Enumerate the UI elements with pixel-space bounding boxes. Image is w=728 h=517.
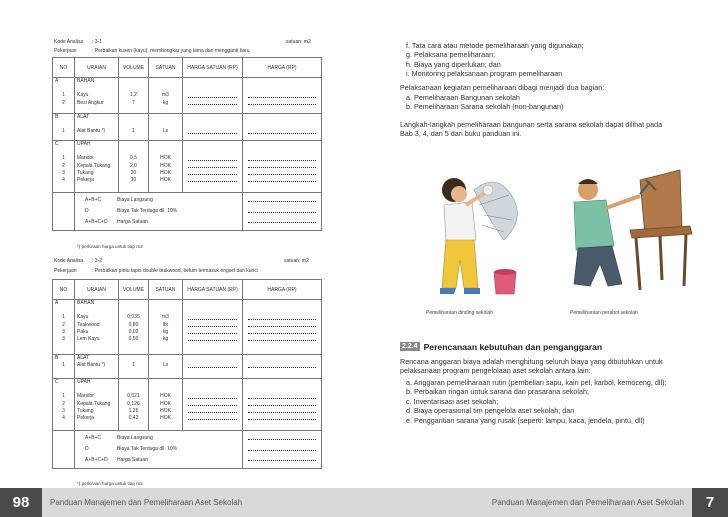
- summary-block: A+B+C Biaya Langsung D Biaya Tak Terduga dll. 10% A+B+C+D Harga Satuan: [53, 193, 322, 231]
- list-a: [406, 93, 716, 112]
- list-b: [406, 378, 716, 425]
- t2-pekerjaan-label: Pekerjaan: [54, 268, 77, 274]
- list-item: f. Tata cara atau metode pemeliharaan yang digunakan;: [406, 41, 584, 50]
- price-blank: [188, 92, 237, 97]
- t2-kode-label: Kode Analisa: [54, 258, 84, 264]
- section-title: Perencanaan kebutuhan dan penganggaran: [423, 341, 603, 352]
- t2-pekerjaan-value: : Perbaikan pintu tapis double teakwood, belum termasuk engsel dan kunci: [92, 268, 258, 274]
- list-item: d. Biaya operasional tim pengelola aset sekolah; dan: [406, 406, 575, 416]
- analysis-table-1: [52, 57, 322, 231]
- list-item: g. Pelaksana pemeliharaan;: [406, 50, 496, 60]
- list-item: c. Inventarisasi aset sekolah;: [406, 396, 499, 406]
- list-item: h. Biaya yang diperlukan; dan: [406, 59, 501, 69]
- list-item: b. Pemeliharaan Sarana sekolah (non-bangunan): [406, 102, 564, 112]
- t2-satuan: satuan: m2: [284, 258, 309, 264]
- paragraph-1: Pelaksanaan kegiatan pemeliharaan dibagi menjadi dua bagian:: [400, 83, 605, 92]
- th-satuan: SATUAN: [149, 58, 183, 78]
- price-blank: [188, 128, 237, 133]
- section-bahan: A 1 2 BAHAN Kayu Besi Angkur 1,2 7 m3 kg: [53, 78, 322, 114]
- price-blank: [248, 100, 316, 105]
- section-letter: A: [55, 78, 59, 84]
- list-item: a. Pemeliharaan Bangunan sekolah: [406, 93, 520, 102]
- right-footer-title: Panduan Manajemen dan Pemeliharaan Aset Sekolah: [491, 498, 684, 507]
- caption-left: Pemeliharaan dinding sekolah: [426, 310, 493, 316]
- section-number: 2.2.4: [402, 343, 418, 350]
- table-header-row: NO URAIAN VOLUME SATUAN HARGA SATUAN (RP) HARGA (RP): [53, 280, 322, 300]
- th-no: NO: [53, 58, 75, 78]
- left-footer: [0, 488, 364, 517]
- th-harga: HARGA (RP): [243, 58, 322, 78]
- price-blank: [188, 100, 237, 105]
- price-blank: [248, 92, 316, 97]
- section-alat: B 1 ALAT Alat Bantu *) 1 Ls: [53, 114, 322, 141]
- right-footer: [364, 488, 728, 517]
- section-title: BAHAN: [77, 78, 95, 84]
- section-heading: [400, 340, 602, 353]
- t2-kode-value: : 3-2: [92, 258, 103, 264]
- section-alat: B 1 ALAT Alat Bantu *) 1 Ls: [53, 355, 322, 379]
- left-footer-title: Panduan Manajemen dan Pemeliharaan Aset Sekolah: [50, 498, 243, 507]
- paragraph-2: Langkah-langkah pemeliharaan bangunan serta sarana sekolah dapat dilihat pada Bab 3, 4, dan 5 dari buku panduan ini.: [400, 120, 663, 139]
- th-volume: VOLUME: [119, 58, 149, 78]
- right-page-number: 7: [692, 488, 728, 517]
- price-blank: [248, 128, 316, 133]
- summary-block: A+B+C Biaya Langsung D Biaya Tak Terduga dll. 10% A+B+C+D Harga Satuan: [53, 431, 322, 469]
- list-item: b. Perbaikan ringan untuk sarana dan prasarana sekolah;: [406, 387, 590, 397]
- furniture-repair-illustration: [550, 160, 700, 300]
- section-upah: C 1 2 3 4 UPAH Mandor Kepala Tukang Tukang Pekerja 0,021 0,126 1,26 0,42 HOK HOK HOK HOK: [53, 379, 322, 431]
- section-bahan: A 1 2 3 3 BAHAN Kayu Teakwood Paku Lem Kayu 0,035 0,80 0,02 0,50 m3 lbr kg kg: [53, 300, 322, 355]
- th-uraian: URAIAN: [75, 58, 119, 78]
- paragraph-3: Rencana anggaran biaya adalah menghitung seluruh biaya yang dibutuhkan untuk pelaksanaan program pengelolaan aset sekolah antara lain:: [400, 357, 663, 376]
- t1-kode-label: Kode Analisa: [54, 39, 84, 45]
- analysis-table-2: [52, 279, 322, 469]
- t1-satuan: satuan: m2: [286, 39, 311, 45]
- left-page-number: 98: [0, 488, 42, 517]
- t1-pekerjaan-value: : Perbaikan kusen (kayu), membongkar yang lama dan mengganti baru: [92, 48, 250, 54]
- t1-pekerjaan-label: Pekerjaan: [54, 48, 77, 54]
- table-header-row: [53, 58, 322, 78]
- right-page: [364, 0, 728, 517]
- t1-kode-value: : 3-1: [92, 39, 103, 45]
- wall-cleaning-illustration: [404, 160, 534, 300]
- caption-right: Pemeliharaan perabot sekolah: [570, 310, 638, 316]
- list-top: [406, 41, 716, 79]
- list-item: a. Anggaran pemeliharaan rutin (pembelian sapu, kain pel, karbol, kemoceng, dll);: [406, 378, 667, 387]
- t1-note: *) perkiraan harga untuk tiap m2: [77, 244, 143, 249]
- list-item: e. Penggantian sarana yang rusak (seperti: lampu, kaca, jendela, pintu, dll): [406, 415, 645, 425]
- list-item: i. Monitoring pelaksanaan program pemeliharaan: [406, 69, 563, 79]
- t2-note: *) perkiraan harga untuk tiap m2: [77, 481, 143, 486]
- th-harga-satuan: HARGA SATUAN (RP): [183, 58, 243, 78]
- section-upah: C 1 2 3 4 UPAH Mandor Kepala Tukang Tukang Pekerja 0,5 2,0 20 10 HOK HOK HOK HOK: [53, 141, 322, 193]
